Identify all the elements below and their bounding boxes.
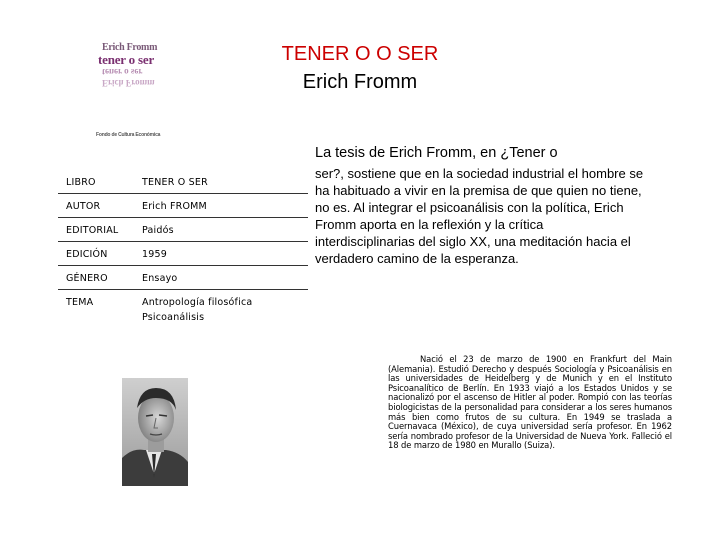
cover-title-mirror: tener o ser bbox=[102, 67, 143, 77]
row-value: 1959 bbox=[134, 242, 308, 266]
cover-imprint: Fondo de Cultura Económica bbox=[96, 132, 161, 138]
row-value-line2: Psicoanálisis bbox=[142, 312, 205, 323]
thesis-first-line: La tesis de Erich Fromm, en ¿Tener o bbox=[315, 145, 558, 161]
row-value-line1: Antropología filosófica bbox=[142, 297, 253, 308]
author-portrait-photo bbox=[122, 378, 188, 486]
row-value: Paidós bbox=[134, 218, 308, 242]
cover-author-text: Erich Fromm bbox=[102, 42, 158, 53]
book-info-table bbox=[58, 170, 308, 328]
table-row bbox=[58, 266, 308, 290]
author-biography: Nació el 23 de marzo de 1900 en Frankfurt del Main (Alemania). Estudió Derecho y después Sociología y Psicoanálisis en las universidades de Heidelberg y de Munich y en el Instituto Psicoanalítico de Berlín. En 1933 viajó a los Estados Unidos y se nacionalizó por el ascenso de Hitler al poder. Rompió con las teorías biologicistas de la personalidad para considerar a los seres humanos más bien como frutos de su cultura. En 1949 se traslada a Cuernavaca (México), de cuya universidad sería profesor. En 1962 sería nombrado profesor de la Universidad de Nueva York. Falleció el 18 de marzo de 1980 en Murallo (Suiza). bbox=[388, 354, 672, 451]
cover-author-mirror: Erich Fromm bbox=[102, 78, 155, 88]
row-value: TENER O SER bbox=[134, 170, 308, 194]
table-row bbox=[58, 218, 308, 242]
thesis-body: ser?, sostiene que en la sociedad industrial el hombre se ha habituado a vivir en la premisa de que quien no tiene, no es. Al integrar el psicoanálisis con la política, Erich Fromm aporta en la reflexión y la crítica interdisciplinarias del siglo XX, una meditación hacia el verdadero camino de la esperanza. bbox=[315, 166, 644, 266]
table-row bbox=[58, 170, 308, 194]
table-row bbox=[58, 290, 308, 329]
book-author: Erich Fromm bbox=[302, 71, 418, 93]
cover-title-text: tener o ser bbox=[98, 52, 155, 67]
row-value bbox=[134, 290, 308, 329]
page-title bbox=[240, 40, 480, 96]
row-key: TEMA bbox=[66, 297, 94, 308]
thesis-paragraph bbox=[315, 145, 645, 267]
row-key: LIBRO bbox=[58, 170, 134, 194]
table-row bbox=[58, 194, 308, 218]
row-value: Erich FROMM bbox=[134, 194, 308, 218]
book-cover-image bbox=[92, 38, 172, 138]
table-row bbox=[58, 242, 308, 266]
row-key: EDICIÓN bbox=[58, 242, 134, 266]
row-key: EDITORIAL bbox=[58, 218, 134, 242]
book-title: TENER O O SER bbox=[281, 43, 439, 65]
row-key: GÉNERO bbox=[58, 266, 134, 290]
row-key: AUTOR bbox=[58, 194, 134, 218]
row-value: Ensayo bbox=[134, 266, 308, 290]
